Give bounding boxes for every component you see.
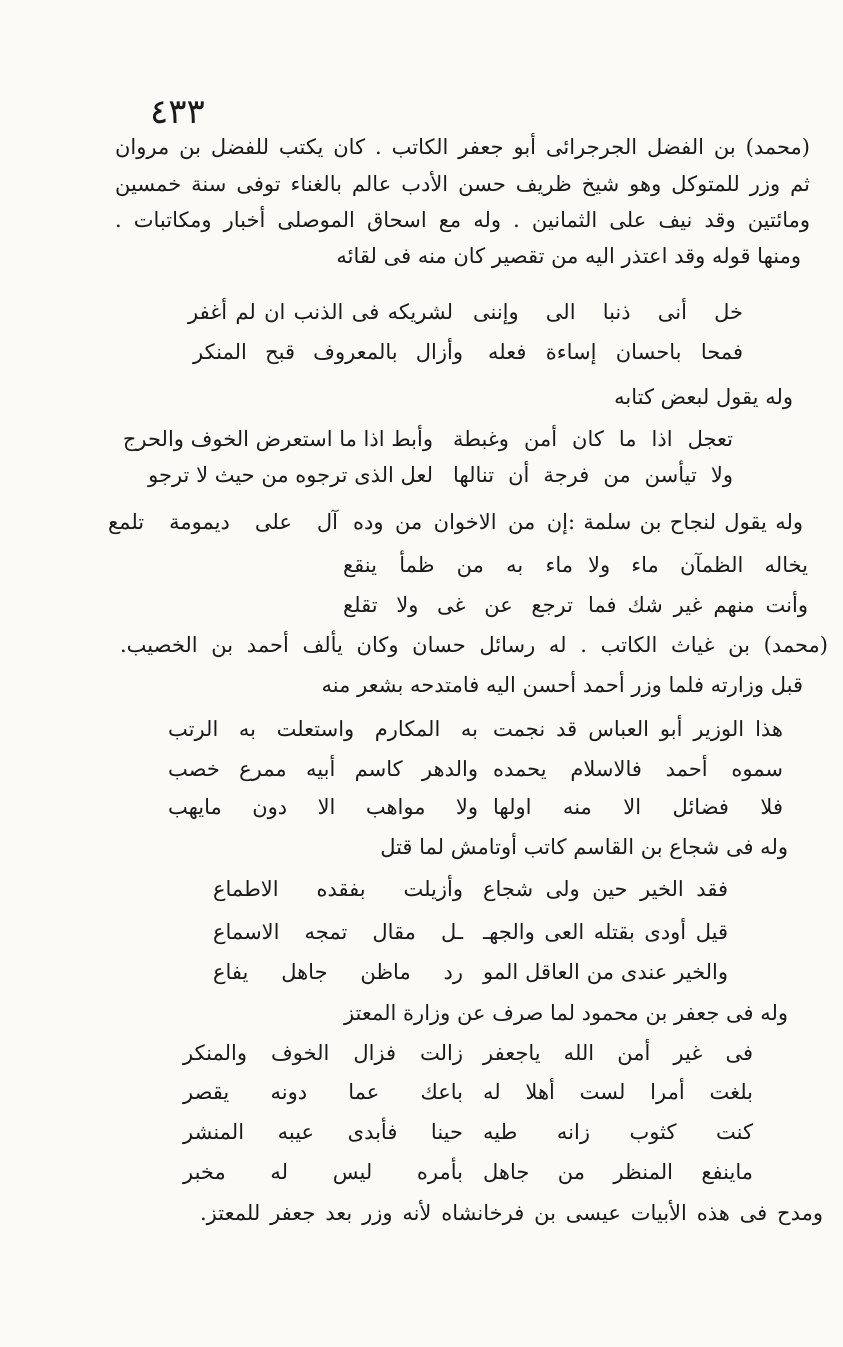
verse-second-hemistich: آل على ديمومة تلمع [108, 510, 338, 534]
verse-first-hemistich: وأنت منهم غير شك فما [588, 593, 808, 617]
verse-second-hemistich: به المكارم واستعلت به الرتب [168, 717, 478, 741]
verse-line [168, 790, 783, 824]
page-number: ٤٣٣ [150, 92, 205, 132]
prose-line: (محمد) بن الفضل الجرجرائى أبو جعفر الكاتب . كان يكتب للفضل بن مروان [115, 135, 810, 159]
verse-first-hemistich: كنت كثوب زانه طيه [483, 1120, 753, 1144]
verse-first-hemistich: فلا فضائل الا منه اولها [493, 795, 783, 819]
verse-second-hemistich: لعل الذى ترجوه من حيث لا ترجو [148, 463, 433, 487]
verse-line [343, 548, 808, 582]
verse-line [213, 872, 728, 906]
verse-line [213, 915, 728, 949]
verse-second-hemistich: ولا مواهب الا دون مايهب [168, 795, 478, 819]
verse-second-hemistich: ـل مقال تمجه الاسماع [213, 920, 463, 944]
verse-second-hemistich: وأزال بالمعروف قبح المنكر [193, 340, 463, 364]
verse-line [183, 1115, 753, 1149]
verse-line [343, 588, 808, 622]
prose-line: وله يقول لبعض كتابه [614, 385, 793, 409]
prose-line: ثم وزر للمتوكل وهو شيخ ظريف حسن الأدب عالم بالغناء توفى سنة خمسين [115, 172, 810, 196]
prose-line: (محمد) بن غياث الكاتب . له رسائل حسان وكان يألف أحمد بن الخصيب. [120, 633, 828, 657]
verse-first-hemistich: والخير عندى من العاقل المو [483, 960, 728, 984]
verse-second-hemistich: حينا فأبدى عيبه المنشر [183, 1120, 463, 1144]
verse-line [108, 505, 803, 539]
verse-line [183, 1155, 753, 1189]
verse-line [168, 712, 783, 746]
verse-first-hemistich: ولا تيأسن من فرجة أن تنالها [453, 463, 733, 487]
verse-second-hemistich: بأمره ليس له مخبر [183, 1160, 463, 1184]
prose-line: قبل وزارته فلما وزر أحمد أحسن اليه فامتدحه بشعر منه [321, 673, 803, 697]
verse-first-hemistich: سموه أحمد فالاسلام يحمده [493, 757, 783, 781]
prose-line: ومائتين وقد نيف على الثمانين . وله مع اسحاق الموصلى أخبار ومكاتبات . [115, 208, 810, 232]
verse-intro: وله يقول لنجاح بن سلمة : [568, 510, 803, 534]
verse-second-hemistich: والدهر كاسم أبيه ممرع خصب [168, 757, 478, 781]
verse-second-hemistich: وأزيلت بفقده الاطماع [213, 877, 463, 901]
verse-first-hemistich: بلغت أمرا لست أهلا له [483, 1080, 753, 1104]
verse-line [188, 295, 743, 329]
verse-first-hemistich: قيل أودى بقتله العى والجهـ [483, 920, 728, 944]
verse-line [183, 1075, 753, 1109]
prose-line: وله فى جعفر بن محمود لما صرف عن وزارة المعتز [343, 1001, 788, 1025]
verse-first-hemistich: ماينفع المنظر من جاهل [483, 1160, 753, 1184]
verse-second-hemistich: ترجع عن غى ولا تقلع [343, 593, 573, 617]
verse-second-hemistich: زالت فزال الخوف والمنكر [183, 1041, 463, 1065]
verse-first-hemistich: تعجل اذا ما كان أمن وغبطة [453, 427, 733, 451]
verse-first-hemistich: فمحا باحسان إساءة فعله [488, 340, 743, 364]
verse-line [122, 422, 733, 456]
verse-first-hemistich: فى غير أمن الله ياجعفر [483, 1041, 753, 1065]
verse-second-hemistich: باعك عما دونه يقصر [183, 1080, 463, 1104]
verse-second-hemistich: رد ماظن جاهل يفاع [213, 960, 463, 984]
verse-line [193, 335, 743, 369]
verse-line [213, 955, 728, 989]
verse-first-hemistich: يخاله الظمآن ماء ولا [588, 553, 808, 577]
verse-first-hemistich: خل أنى ذنبا الى وإننى [473, 300, 743, 324]
verse-second-hemistich: ماء به من ظمأ ينقع [343, 553, 573, 577]
verse-line [168, 752, 783, 786]
verse-line [148, 458, 733, 492]
verse-first-hemistich: إن من الاخوان من وده [353, 510, 568, 534]
prose-line: ومنها قوله وقد اعتذر اليه من تقصير كان منه فى لقائه [336, 244, 801, 268]
verse-line [183, 1036, 753, 1070]
verse-first-hemistich: هذا الوزير أبو العباس قد نجمت [493, 717, 783, 741]
prose-line: وله فى شجاع بن القاسم كاتب أوتامش لما قتل [380, 835, 788, 859]
verse-second-hemistich: وأبط اذا ما استعرض الخوف والحرج [122, 427, 433, 451]
prose-line: ومدح فى هذه الأبيات عيسى بن فرخانشاه لأنه وزر بعد جعفر للمعتز. [200, 1201, 823, 1225]
verse-second-hemistich: لشريكه فى الذنب ان لم أغفر [188, 300, 453, 324]
verse-first-hemistich: فقد الخير حين ولى شجاع [483, 877, 728, 901]
